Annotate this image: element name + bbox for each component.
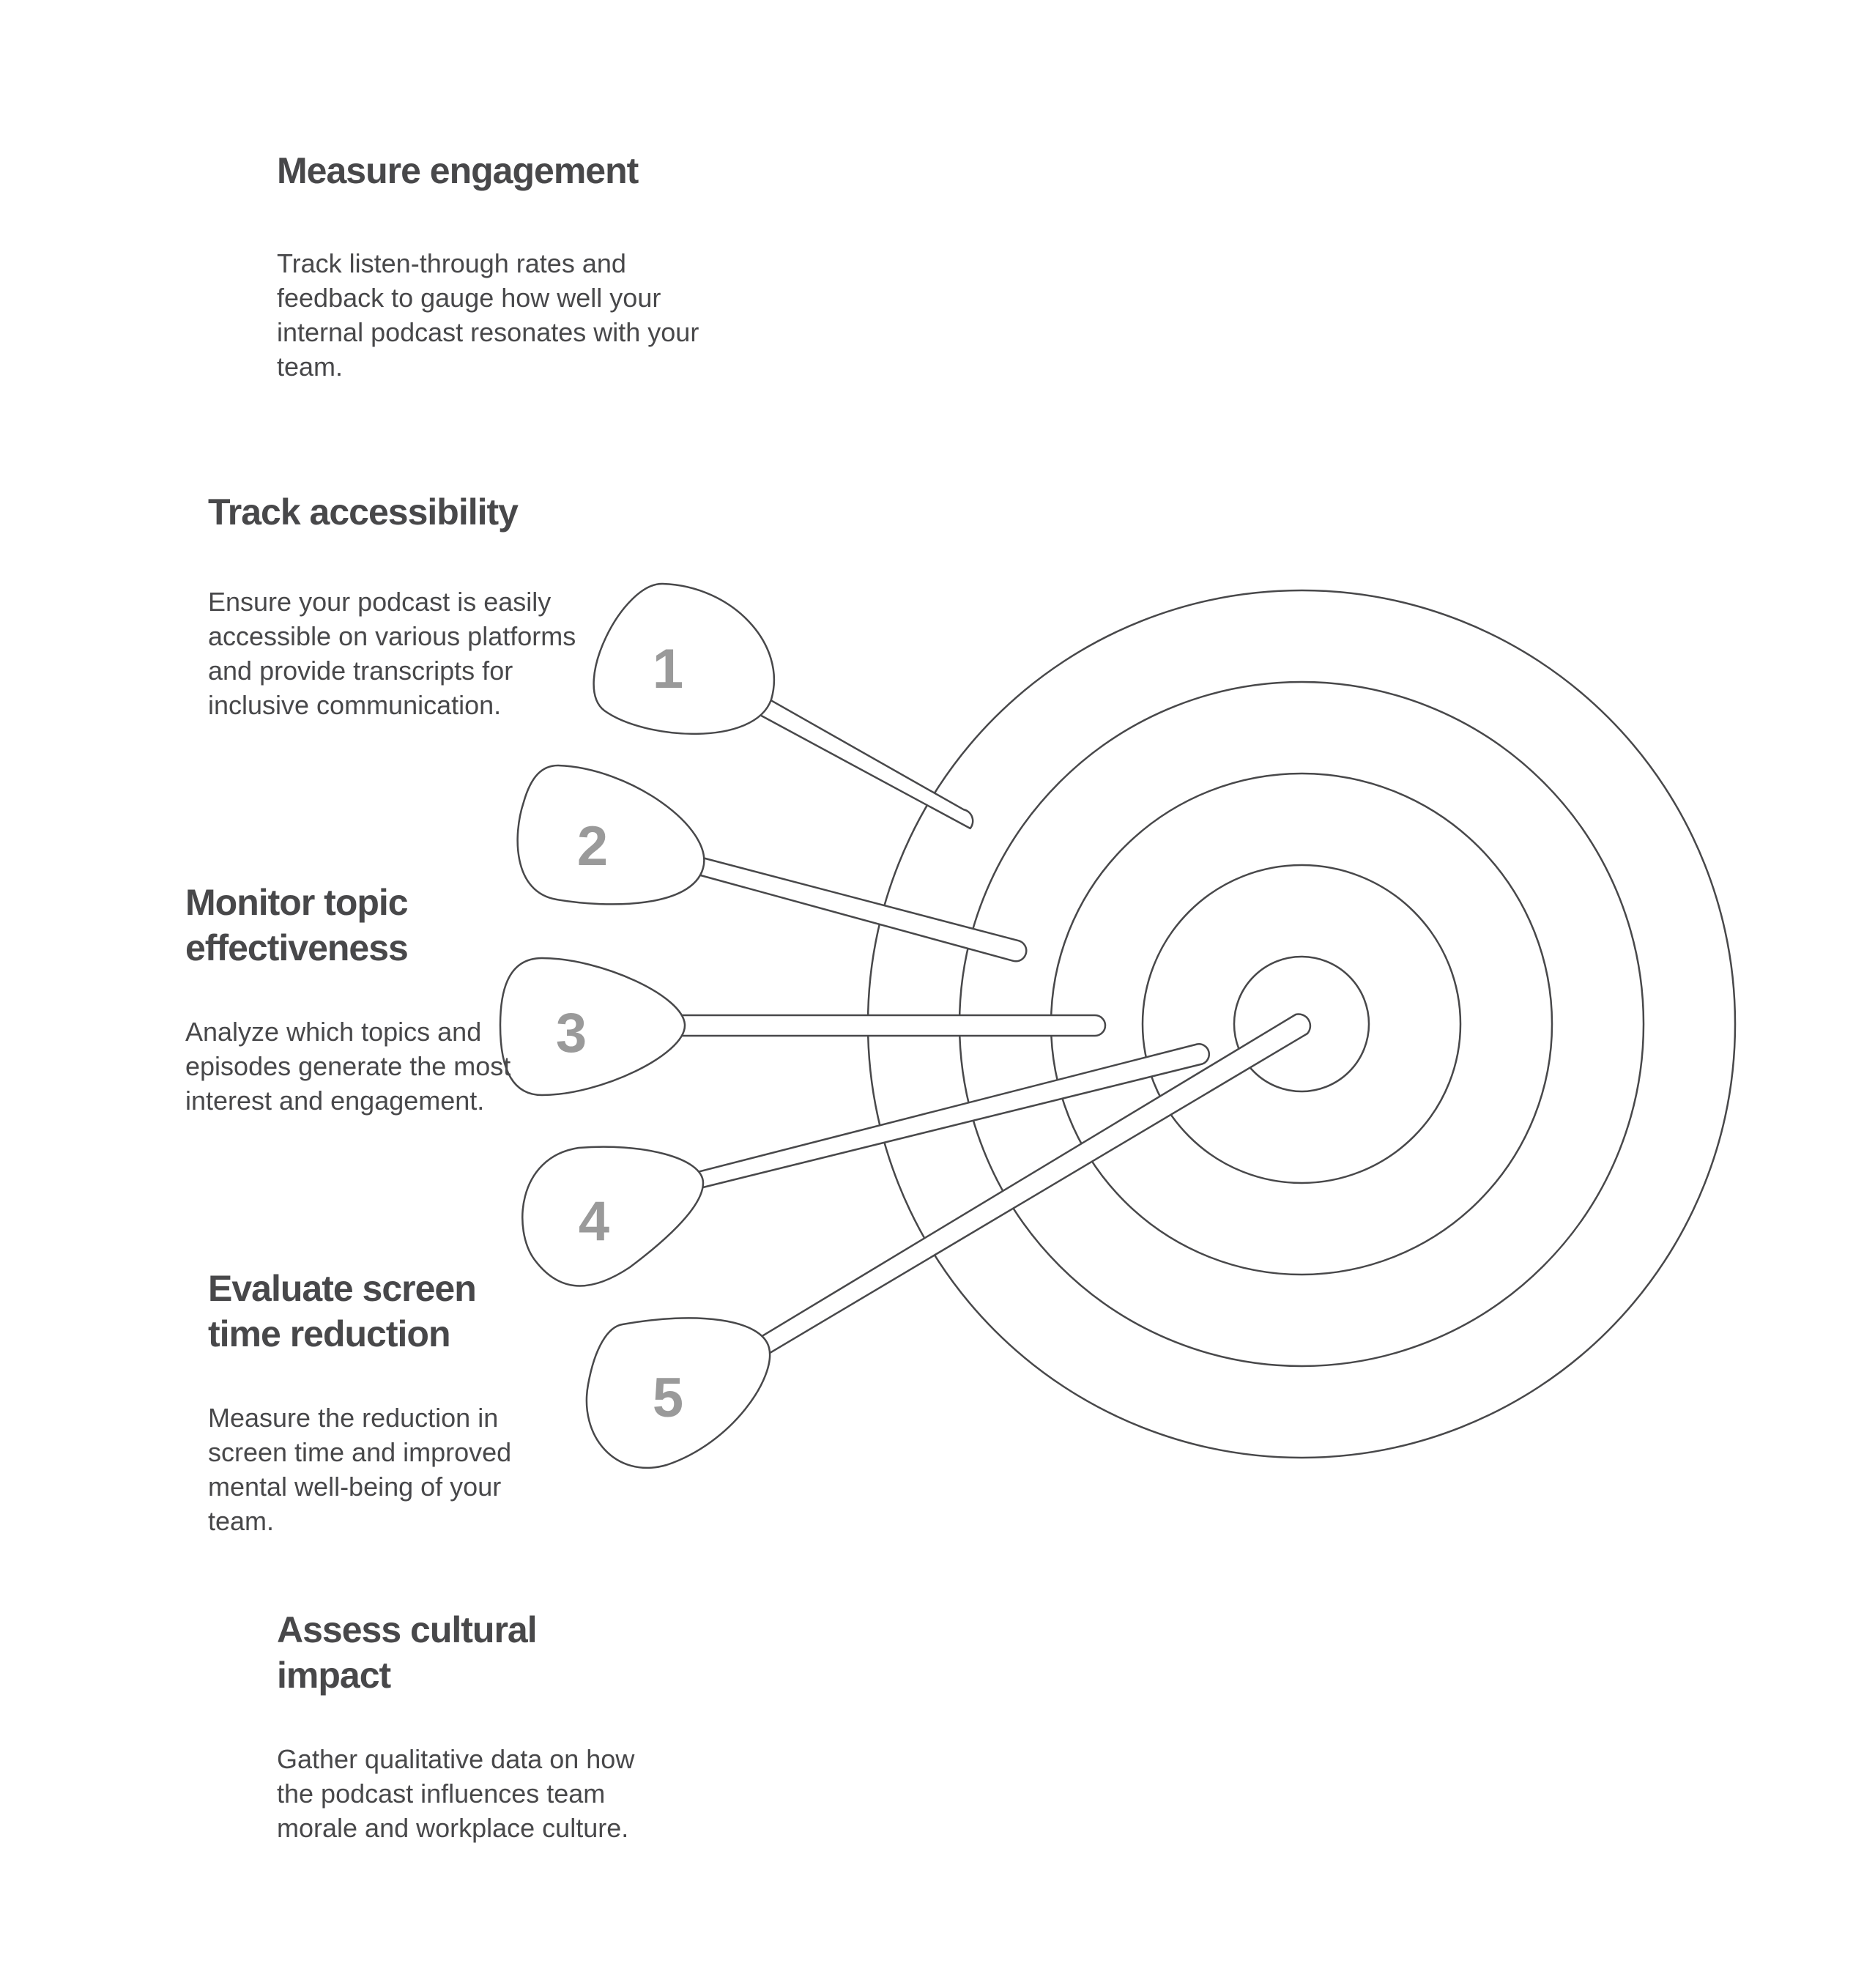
dart-4-number: 4: [578, 1190, 610, 1253]
dart-2-head: [518, 765, 705, 904]
dart-icon-4: [522, 1044, 1209, 1286]
step-1-title: Measure engagement: [277, 150, 639, 191]
step-5-description: Gather qualitative data on how the podcast influences team morale and workplace culture.: [277, 1744, 635, 1843]
dart-5-number: 5: [652, 1367, 684, 1429]
dart-1-number: 1: [652, 638, 684, 700]
step-4-title: Evaluate screen time reduction: [208, 1268, 476, 1354]
dart-3-number: 3: [555, 1002, 587, 1064]
dart-5-shaft: [757, 1015, 1310, 1356]
step-3-title: Monitor topic effectiveness: [185, 882, 408, 968]
step-3-description: Analyze which topics and episodes generate the most interest and engagement.: [185, 1017, 511, 1116]
step-2-track-accessibility: [208, 489, 604, 722]
dart-1-shaft: [748, 691, 973, 828]
step-5-title: Assess cultural impact: [277, 1609, 537, 1696]
dart-icon-3: [500, 958, 1105, 1095]
step-5-assess-cultural-impact: [277, 1607, 658, 1845]
dart-icon-1: [594, 584, 973, 828]
step-4-description: Measure the reduction in screen time and improved mental well-being of your team.: [208, 1403, 512, 1536]
step-3-monitor-topic-effectiveness: [185, 880, 522, 1118]
dart-2-shaft: [698, 858, 1026, 961]
dart-1-head: [594, 584, 774, 734]
step-2-description: Ensure your podcast is easily accessible on various platforms and provide transcripts for inclusive communication.: [208, 587, 576, 720]
dart-4-head: [522, 1147, 703, 1286]
step-1-measure-engagement: [277, 148, 731, 384]
dart-3-head: [500, 958, 685, 1095]
dart-2-number: 2: [576, 815, 609, 878]
step-4-evaluate-screen-time: [208, 1266, 545, 1538]
dart-3-shaft: [681, 1015, 1105, 1036]
step-1-description: Track listen-through rates and feedback to gauge how well your internal podcast resonates with your team.: [277, 248, 699, 382]
dart-icon-5: [587, 1015, 1310, 1468]
dart-icon-2: [518, 765, 1027, 961]
step-2-title: Track accessibility: [208, 492, 518, 533]
